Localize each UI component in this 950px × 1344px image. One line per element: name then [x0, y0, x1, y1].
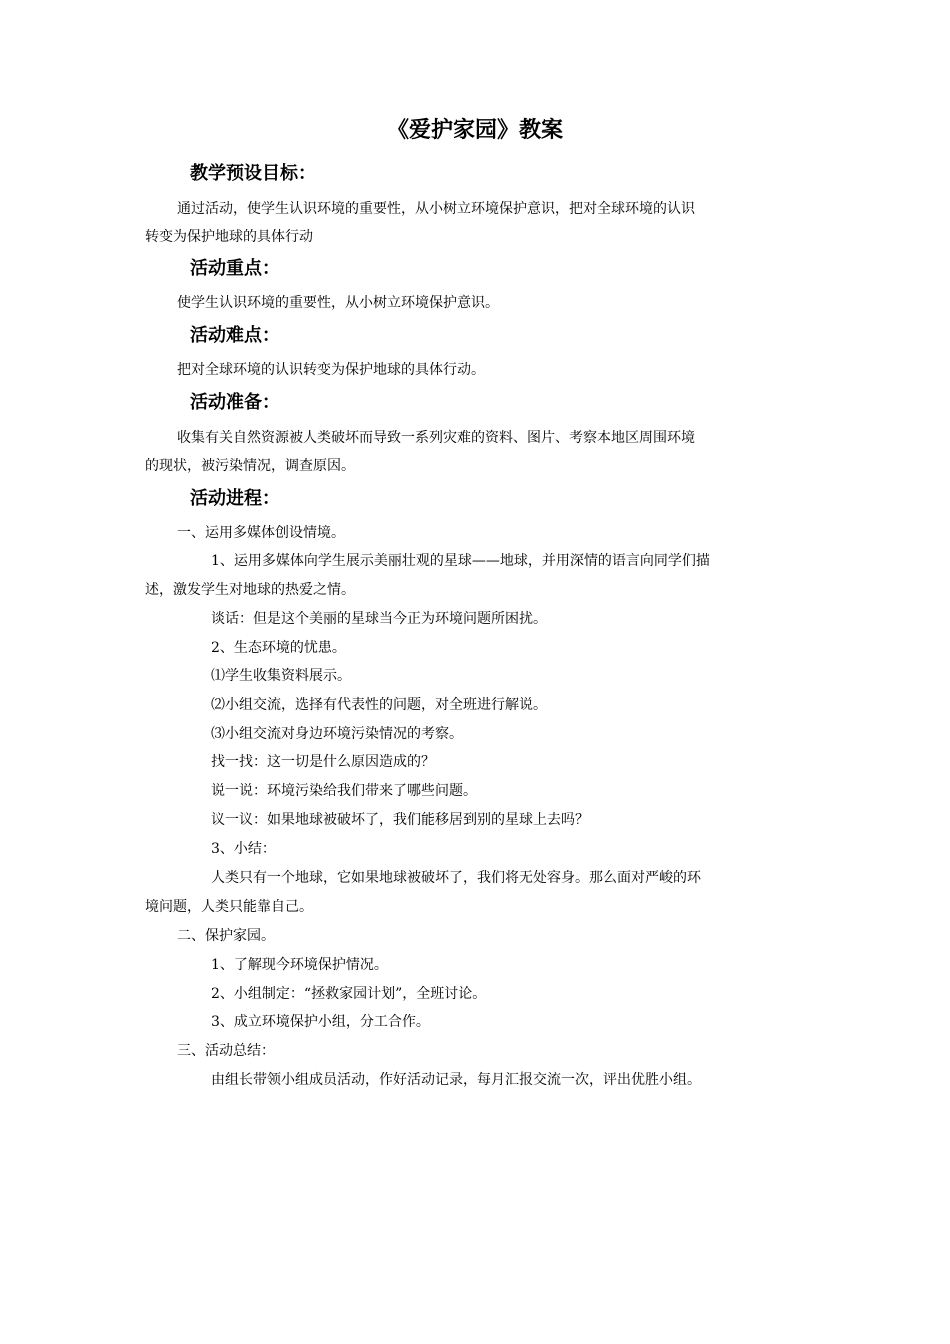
- goals-text-line-2: 转变为保护地球的具体行动: [145, 229, 313, 245]
- process-find: 找一找：这一切是什么原因造成的？: [211, 754, 435, 770]
- key-point-heading: 活动重点：: [190, 258, 280, 279]
- process-part-2-item-2: 2、小组制定：“拯救家园计划”，全班讨论。: [211, 986, 487, 1002]
- preparation-text-line-2: 的现状，被污染情况，调查原因。: [145, 458, 355, 474]
- process-item-3: 3、小结：: [211, 841, 276, 857]
- key-point-text: 使学生认识环境的重要性，从小树立环境保护意识。: [177, 295, 499, 311]
- process-heading: 活动进程：: [190, 488, 280, 509]
- process-talk: 谈话：但是这个美丽的星球当今正为环境问题所困扰。: [211, 611, 547, 627]
- goals-heading: 教学预设目标：: [190, 163, 316, 184]
- process-part-2: 二、保护家园。: [177, 928, 275, 944]
- process-sub-3: ⑶小组交流对身边环境污染情况的考察。: [211, 726, 463, 742]
- process-say: 说一说：环境污染给我们带来了哪些问题。: [211, 783, 477, 799]
- process-summary-line-2: 境问题，人类只能靠自己。: [145, 899, 313, 915]
- process-part-2-item-3: 3、成立环境保护小组，分工合作。: [211, 1014, 430, 1030]
- document-title: 《爱护家园》教案: [386, 118, 563, 143]
- process-conclusion: 由组长带领小组成员活动，作好活动记录，每月汇报交流一次，评出优胜小组。: [211, 1072, 701, 1088]
- process-summary-line-1: 人类只有一个地球，它如果地球被破坏了，我们将无处容身。那么面对严峻的环: [211, 870, 701, 886]
- process-part-2-item-1: 1、了解现今环境保护情况。: [211, 957, 388, 973]
- process-item-2: 2、生态环境的忧患。: [211, 640, 346, 656]
- process-discuss: 议一议：如果地球被破坏了，我们能移居到别的星球上去吗？: [211, 812, 589, 828]
- process-item-1-line-2: 述，激发学生对地球的热爱之情。: [145, 582, 355, 598]
- process-sub-1: ⑴学生收集资料展示。: [211, 668, 351, 684]
- goals-text-line-1: 通过活动，使学生认识环境的重要性，从小树立环境保护意识，把对全球环境的认识: [177, 201, 695, 217]
- difficulty-text: 把对全球环境的认识转变为保护地球的具体行动。: [177, 362, 485, 378]
- process-sub-2: ⑵小组交流，选择有代表性的问题，对全班进行解说。: [211, 697, 547, 713]
- process-item-1-line-1: 1、运用多媒体向学生展示美丽壮观的星球——地球，并用深情的语言向同学们描: [211, 553, 710, 569]
- process-part-1: 一、运用多媒体创设情境。: [177, 525, 345, 541]
- preparation-text-line-1: 收集有关自然资源被人类破坏而导致一系列灾难的资料、图片、考察本地区周围环境: [177, 430, 695, 446]
- difficulty-heading: 活动难点：: [190, 325, 280, 346]
- process-part-3: 三、活动总结：: [177, 1043, 275, 1059]
- preparation-heading: 活动准备：: [190, 392, 280, 413]
